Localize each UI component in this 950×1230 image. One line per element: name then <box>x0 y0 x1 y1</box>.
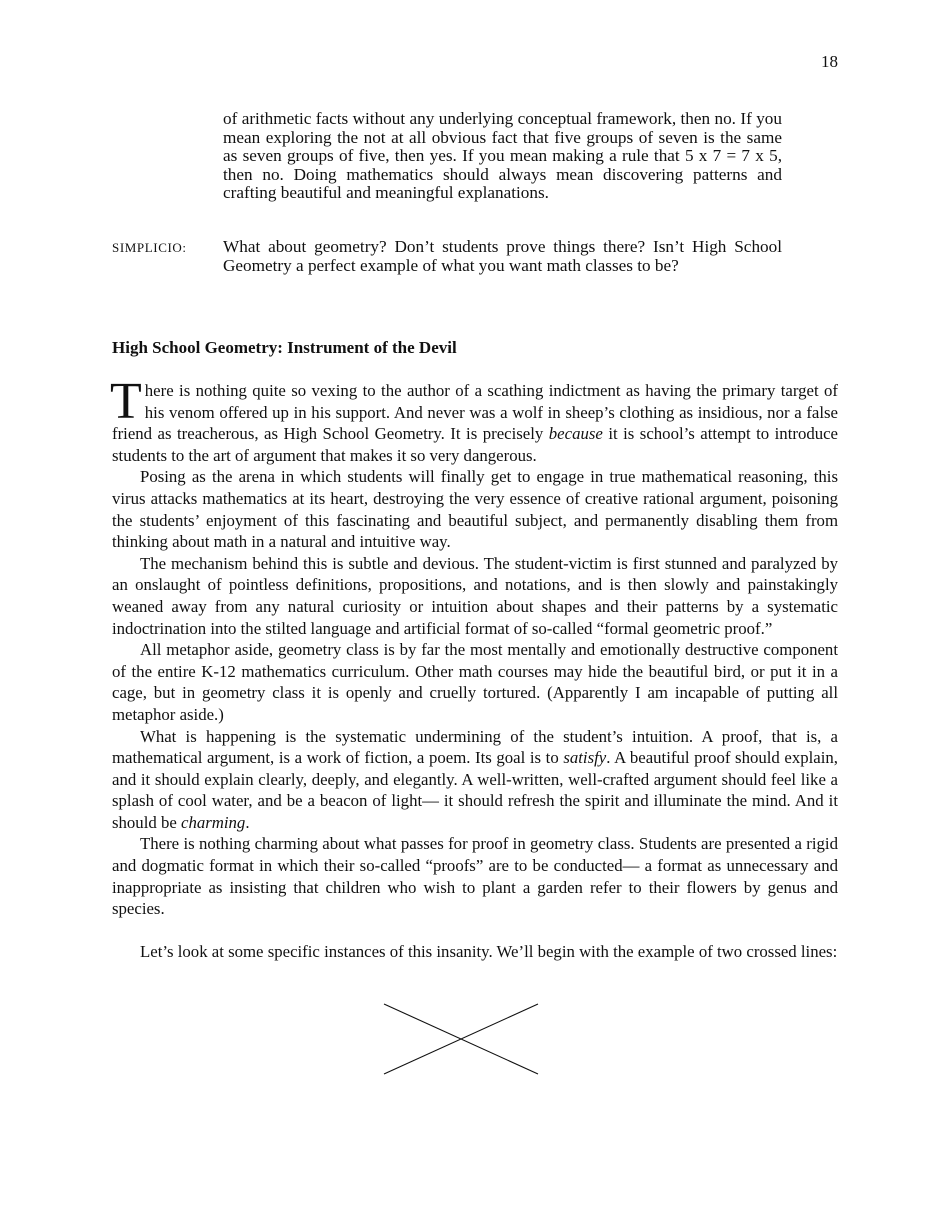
paragraph-5-text-a: What is happening is the systematic undermining of the student’s intuition. A proof, that is, a mathematical argument, is a work of fiction, a poem. Its goal is to <box>112 726 838 768</box>
emphasis-satisfy: satisfy <box>563 748 607 768</box>
simplicio-text: What about geometry? Don’t students prove things there? Isn’t High School Geometry a perfect example of what you want math classes to be? <box>223 237 782 275</box>
paragraph-6: There is nothing charming about what passes for proof in geometry class. Students are presented a rigid and dogmatic format in which their so-called “proofs” are to be conducted— a format as unnecessary and inappropriate as insisting that children who wish to plant a garden refer to their flowers by genus and species. <box>112 834 838 919</box>
paragraph-5 <box>112 726 838 834</box>
emphasis-charming: charming <box>181 812 246 832</box>
section-heading: High School Geometry: Instrument of the Devil <box>112 338 457 357</box>
dialogue-continuation-text: of arithmetic facts without any underlying conceptual framework, then no. If you mean exploring the not at all obvious fact that five groups of seven is the same as seven groups of five, then yes. If you mean making a rule that 5 x 7 = 7 x 5, then no. Doing mathematics should always mean discovering patterns and crafting beautiful and meaningful explanations. <box>223 109 782 202</box>
paragraph-1-text: here is nothing quite so vexing to the author of a scathing indictment as having the primary target of his venom offered up in his support. And never was a wolf in sheep’s clothing as insidious, nor a false friend as treacherous, as High School Geometry. It is precisely <box>112 381 838 444</box>
crossed-lines-figure <box>380 1000 542 1078</box>
simplicio-dialogue <box>112 238 782 275</box>
paragraph-3: The mechanism behind this is subtle and devious. The student-victim is first stunned and paralyzed by an onslaught of pointless definitions, propositions, and notations, and is then slowly and painstakingly weaned away from any natural curiosity or intuition about shapes and their patterns by a systematic indoctrination into the stilted language and artificial format of so-called “formal geometric proof.” <box>112 553 838 638</box>
paragraph-5-text-b: . A beautiful proof should explain, and it should explain clearly, deeply, and elegantly. A well-written, well-crafted argument should feel like a splash of cool water, and be a beacon of light— it should refresh the spirit and illuminate the mind. And it should be <box>112 748 838 832</box>
body-text <box>110 373 839 963</box>
emphasis-because: because <box>548 424 603 444</box>
paragraph-5-text-c: . <box>245 812 250 832</box>
paragraph-7: Let’s look at some specific instances of this insanity. We’ll begin with the example of two crossed lines: <box>140 942 838 962</box>
paragraph-2: Posing as the arena in which students will finally get to engage in true mathematical reasoning, this virus attacks mathematics at its heart, destroying the very essence of creative rational argument, poisoning the students’ enjoyment of this fascinating and beautiful subject, and permanently disabling them from thinking about math in a natural and intuitive way. <box>112 467 838 552</box>
page-number: 18 <box>821 52 838 71</box>
paragraph-4: All metaphor aside, geometry class is by far the most mentally and emotionally destructive component of the entire K-12 mathematics curriculum. Other math courses may hide the beautiful bird, or put it in a cage, but in geometry class it is openly and cruelly tortured. (Apparently I am incapable of putting all metaphor aside.) <box>112 640 838 724</box>
dialogue-continuation <box>112 110 782 203</box>
paragraph-1 <box>110 373 839 466</box>
paragraph-1-text-end: it is school’s attempt to introduce students to the art of argument that makes it so very dangerous. <box>112 424 839 465</box>
drop-cap: T <box>110 373 142 430</box>
speaker-label: SIMPLICIO: <box>112 240 187 255</box>
